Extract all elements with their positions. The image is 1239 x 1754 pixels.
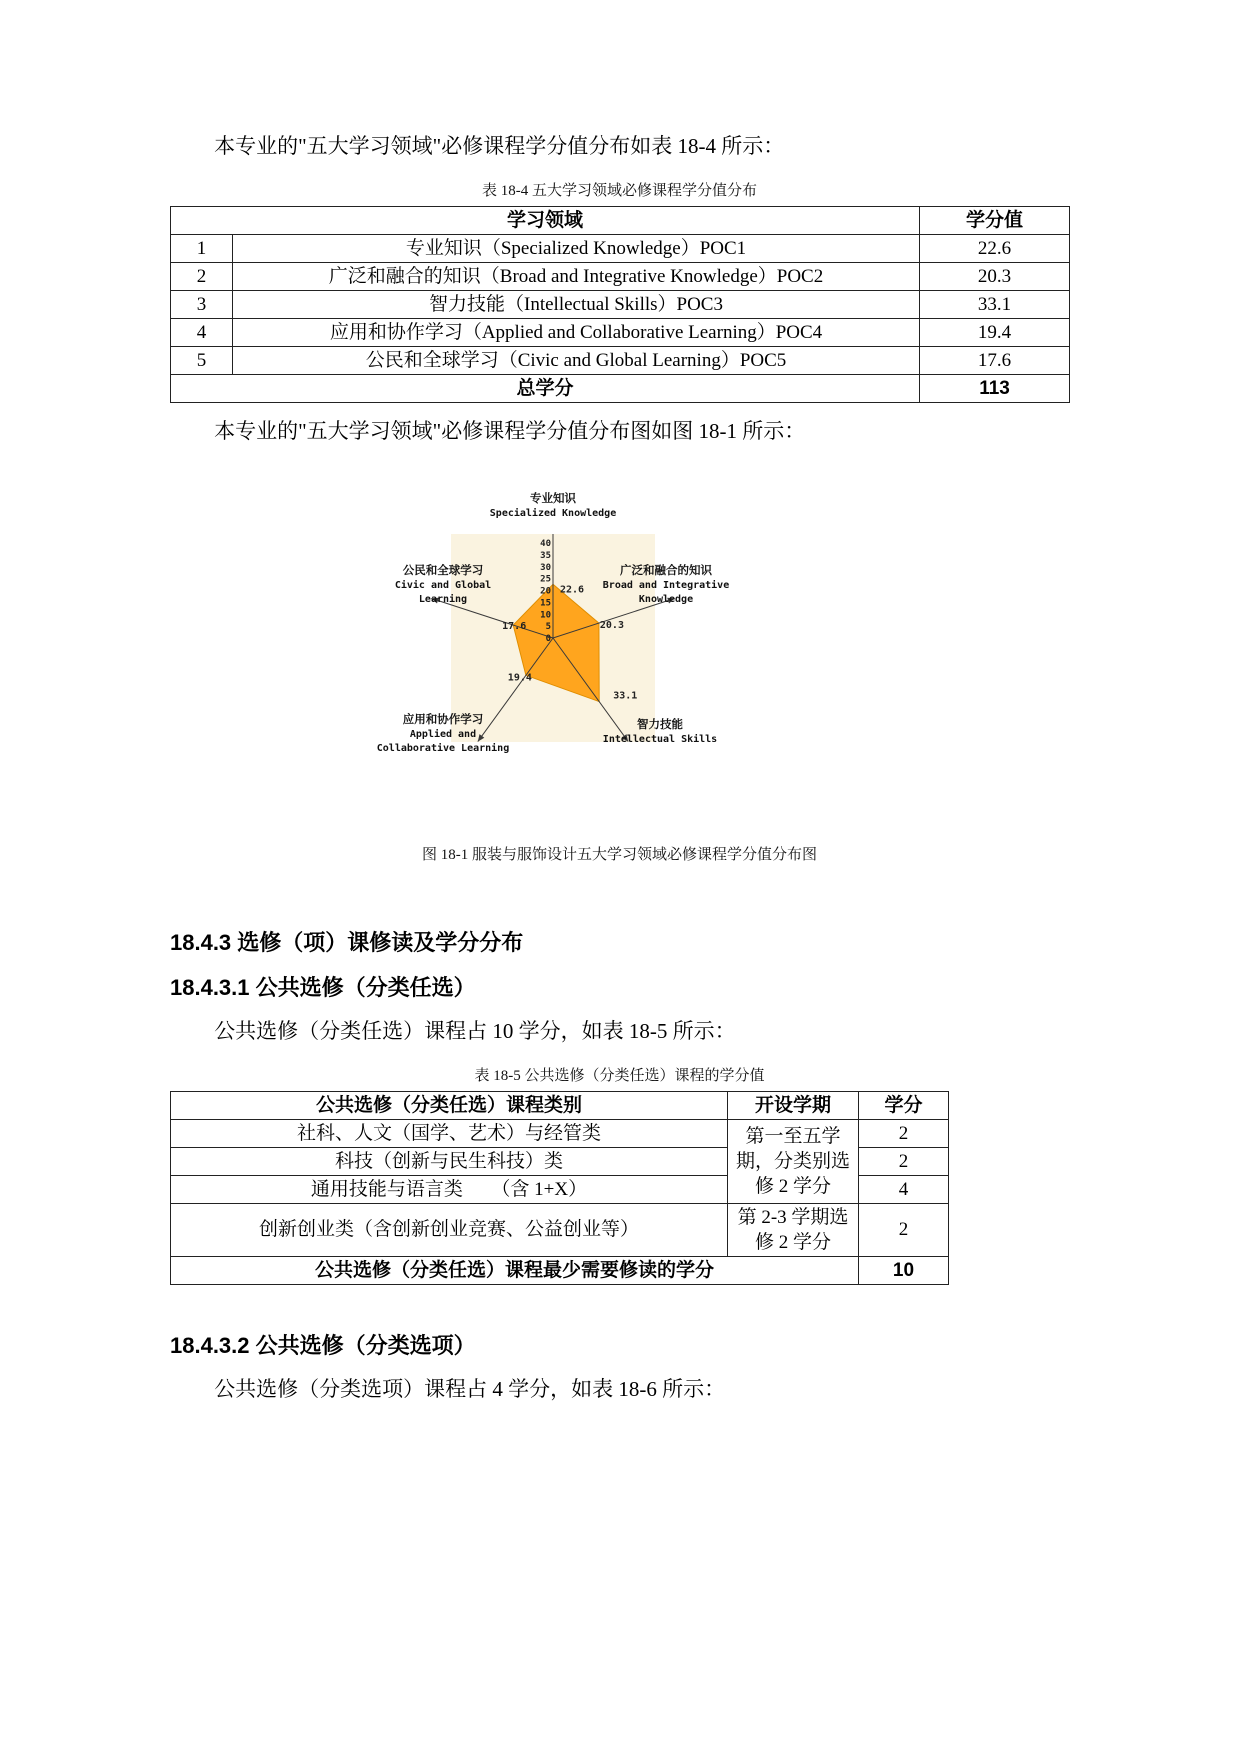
table-row: [171, 234, 1070, 262]
radar-value-label: 22.6: [560, 583, 585, 595]
radar-tick-label: 0: [545, 633, 551, 644]
table-footer-row: [171, 1257, 949, 1285]
table-total-row: [171, 375, 1070, 403]
heading-18-4-3: 18.4.3 选修（项）课修读及学分分布: [170, 929, 524, 955]
total-value-cell: 113: [920, 375, 1070, 403]
radar-tick-label: 10: [540, 609, 551, 620]
radar-axis-title-en: Specialized Knowledge: [489, 507, 617, 519]
radar-axis-title-en: Collaborative Learning: [376, 742, 510, 754]
radar-axis-title-zh: 公民和全球学习: [402, 562, 484, 577]
table-18-4-caption: 表 18-4 五大学习领域必修课程学分值分布: [482, 182, 757, 199]
paragraph-18-4-3-2: 公共选修（分类选项）课程占 4 学分，如表 18-6 所示：: [214, 1376, 726, 1401]
domain-cell: 智力技能（Intellectual Skills）POC3: [233, 290, 920, 318]
radar-axis-title-zh: 智力技能: [637, 716, 683, 731]
table-row: [171, 318, 1070, 346]
intro-paragraph-table: 本专业的"五大学习领域"必修课程学分值分布如表 18-4 所示：: [214, 134, 785, 158]
term-cell-merged: 第一至五学期，分类别选修 2 学分: [728, 1119, 859, 1203]
radar-tick-label: 20: [540, 586, 551, 597]
domain-cell: 公民和全球学习（Civic and Global Learning）POC5: [233, 346, 920, 374]
table-18-4: [170, 206, 1070, 404]
radar-axis-title-en: Applied and: [409, 728, 477, 740]
credits-cell: 22.6: [920, 234, 1070, 262]
radar-tick-label: 40: [540, 538, 551, 549]
radar-tick-label: 35: [540, 550, 551, 561]
radar-value-label: 33.1: [613, 690, 638, 702]
credits-cell: 19.4: [920, 318, 1070, 346]
row-index: 5: [171, 346, 233, 374]
t1-header-credits: 学分值: [920, 206, 1070, 234]
intro-paragraph-figure: 本专业的"五大学习领域"必修课程学分值分布图如图 18-1 所示：: [214, 419, 806, 444]
radar-axis-title-zh: 广泛和融合的知识: [620, 562, 712, 577]
table-18-5: [170, 1091, 949, 1286]
credits-cell: 2: [859, 1147, 949, 1175]
heading-18-4-3-2: 18.4.3.2 公共选修（分类选项）: [170, 1333, 476, 1359]
credits-cell: 2: [859, 1119, 949, 1147]
footer-value-cell: 10: [859, 1257, 949, 1285]
footer-label-cell: 公共选修（分类任选）课程最少需要修读的学分: [171, 1257, 859, 1285]
credits-cell: 2: [859, 1203, 949, 1256]
radar-axis-title-zh: 应用和协作学习: [402, 711, 484, 726]
credits-cell: 4: [859, 1175, 949, 1203]
table-header-row: [171, 1091, 949, 1119]
table-row: [171, 346, 1070, 374]
category-cell: 创新创业类（含创新创业竞赛、公益创业等）: [171, 1203, 728, 1256]
radar-chart-figure: [333, 476, 773, 791]
t1-header-domain: 学习领域: [171, 206, 920, 234]
term-cell: 第 2-3 学期选修 2 学分: [728, 1203, 859, 1256]
table-row: [171, 1203, 949, 1256]
radar-tick-label: 30: [540, 562, 551, 573]
radar-tick-label: 5: [545, 621, 551, 632]
category-cell: 通用技能与语言类 （含 1+X）: [171, 1175, 728, 1203]
table-row: [171, 262, 1070, 290]
radar-tick-label: 15: [540, 598, 551, 609]
table-header-row: [171, 206, 1070, 234]
t2-header-category: 公共选修（分类任选）课程类别: [171, 1091, 728, 1119]
row-index: 4: [171, 318, 233, 346]
radar-value-label: 20.3: [599, 619, 624, 631]
domain-cell: 广泛和融合的知识（Broad and Integrative Knowledge）POC2: [233, 262, 920, 290]
figure-18-1-caption: 图 18-1 服装与服饰设计五大学习领域必修课程学分值分布图: [422, 846, 817, 863]
radar-axis-title-en: Intellectual Skills: [602, 733, 718, 745]
radar-value-label: 19.4: [507, 671, 532, 683]
credits-cell: 33.1: [920, 290, 1070, 318]
radar-axis-title-zh: 专业知识: [530, 490, 576, 505]
credits-cell: 20.3: [920, 262, 1070, 290]
heading-18-4-3-1: 18.4.3.1 公共选修（分类任选）: [170, 975, 476, 1001]
radar-axis-title-en: Learning: [418, 593, 468, 605]
radar-axis-title-en: Knowledge: [638, 593, 694, 605]
t2-header-credits: 学分: [859, 1091, 949, 1119]
row-index: 3: [171, 290, 233, 318]
table-row: [171, 1119, 949, 1147]
radar-tick-label: 25: [540, 574, 551, 585]
credits-cell: 17.6: [920, 346, 1070, 374]
radar-chart-svg: [333, 476, 773, 786]
t2-header-term: 开设学期: [728, 1091, 859, 1119]
table-row: [171, 290, 1070, 318]
category-cell: 科技（创新与民生科技）类: [171, 1147, 728, 1175]
row-index: 1: [171, 234, 233, 262]
category-cell: 社科、人文（国学、艺术）与经管类: [171, 1119, 728, 1147]
radar-axis-title-en: Broad and Integrative: [602, 579, 730, 591]
radar-value-label: 17.6: [502, 620, 527, 632]
row-index: 2: [171, 262, 233, 290]
radar-axis-title-en: Civic and Global: [394, 579, 492, 591]
domain-cell: 专业知识（Specialized Knowledge）POC1: [233, 234, 920, 262]
total-label-cell: 总学分: [171, 375, 920, 403]
paragraph-18-4-3-1: 公共选修（分类任选）课程占 10 学分，如表 18-5 所示：: [214, 1019, 736, 1044]
table-18-5-caption: 表 18-5 公共选修（分类任选）课程的学分值: [474, 1067, 765, 1084]
domain-cell: 应用和协作学习（Applied and Collaborative Learning）POC4: [233, 318, 920, 346]
